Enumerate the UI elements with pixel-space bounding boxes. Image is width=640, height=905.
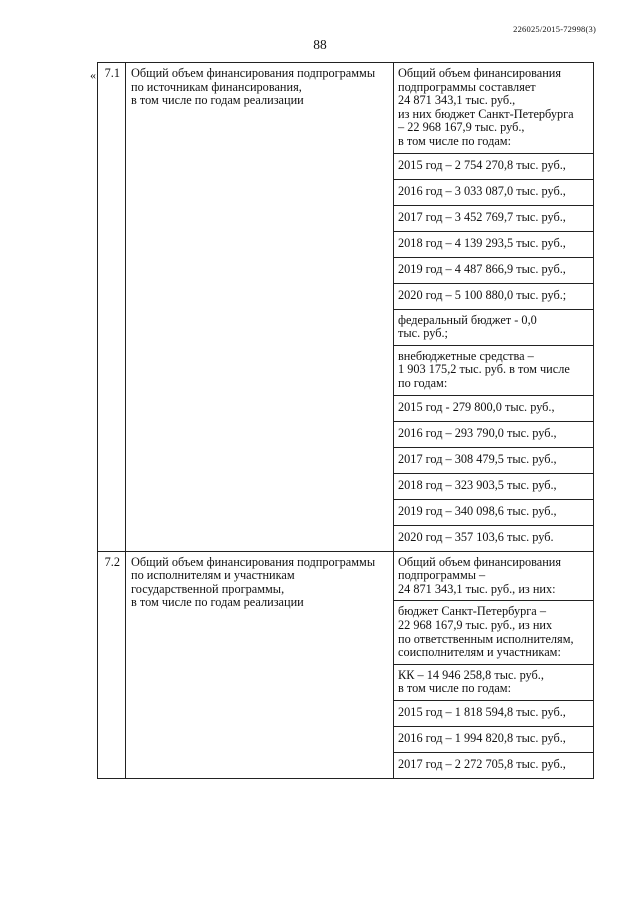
indicator-name-line: в том числе по годам реализации (131, 595, 304, 610)
value-line: 2020 год – 5 100 880,0 тыс. руб.; (398, 287, 567, 302)
value-line: 2016 год – 293 790,0 тыс. руб., (398, 425, 557, 440)
year-amount (394, 284, 593, 310)
row-number: 7.1 (98, 63, 126, 552)
year-amount (394, 206, 593, 232)
indicator-name-line: по исполнителям и участникам (131, 568, 295, 583)
value-line: в том числе по годам: (398, 681, 512, 696)
value-line: 2017 год – 308 479,5 тыс. руб., (398, 451, 557, 466)
value-paragraph (394, 310, 593, 346)
year-amount (394, 180, 593, 206)
row-number: 7.2 (98, 551, 126, 778)
document-id: 226025/2015-72998(3) (513, 24, 596, 34)
value-line: 2020 год – 357 103,6 тыс. руб. (398, 529, 554, 544)
indicator-name (126, 63, 394, 552)
value-paragraph (394, 552, 593, 602)
year-amount (394, 258, 593, 284)
value-line: 1 903 175,2 тыс. руб. в том числе (398, 362, 570, 377)
table-row (98, 63, 594, 552)
value-paragraph (394, 63, 593, 154)
indicator-name-line: Общий объем финансирования подпрограммы (131, 66, 376, 80)
value-line: Общий объем финансирования (398, 66, 562, 80)
value-line: по годам: (398, 375, 448, 390)
value-line: 2017 год – 3 452 769,7 тыс. руб., (398, 209, 566, 224)
year-amount (394, 500, 593, 526)
value-line: 2018 год – 323 903,5 тыс. руб., (398, 477, 557, 492)
indicator-name (126, 551, 394, 778)
indicator-name-line: в том числе по годам реализации (131, 93, 304, 108)
year-amount (394, 232, 593, 258)
value-line: соисполнителям и участникам: (398, 645, 561, 660)
indicator-name-line: Общий объем финансирования подпрограммы (131, 554, 376, 569)
value-paragraph (394, 601, 593, 664)
indicator-name-line: по источникам финансирования, (131, 79, 302, 94)
value-line: по ответственным исполнителям, (398, 631, 574, 646)
year-amount (394, 753, 593, 778)
value-line: 22 968 167,9 тыс. руб., из них (398, 617, 553, 632)
year-amount (394, 396, 593, 422)
year-amount (394, 727, 593, 753)
value-line: из них бюджет Санкт-Петербурга (398, 106, 574, 121)
year-amount (394, 422, 593, 448)
value-paragraph (394, 665, 593, 701)
value-line: подпрограммы составляет (398, 79, 536, 94)
value-line: подпрограммы – (398, 568, 486, 583)
value-line: 2019 год – 4 487 866,9 тыс. руб., (398, 261, 566, 276)
value-line: 2015 год – 1 818 594,8 тыс. руб., (398, 704, 566, 719)
value-line: 2016 год – 3 033 087,0 тыс. руб., (398, 183, 566, 198)
value-line: Общий объем финансирования (398, 554, 562, 569)
value-line: 2017 год – 2 272 705,8 тыс. руб., (398, 756, 566, 771)
year-amount (394, 474, 593, 500)
value-line: 2018 год – 4 139 293,5 тыс. руб., (398, 235, 566, 250)
indicator-value (394, 63, 594, 552)
opening-quote-mark: « (90, 68, 96, 82)
page-number: 88 (313, 37, 327, 52)
table-row (98, 551, 594, 778)
year-amount (394, 154, 593, 180)
value-line: 2015 год – 2 754 270,8 тыс. руб., (398, 157, 566, 172)
indicator-value (394, 551, 594, 778)
year-amount (394, 526, 593, 551)
value-line: внебюджетные средства – (398, 348, 534, 363)
value-line: 2019 год – 340 098,6 тыс. руб., (398, 503, 557, 518)
financing-table (97, 62, 594, 779)
value-line: – 22 968 167,9 тыс. руб., (398, 120, 525, 135)
year-amount (394, 701, 593, 727)
value-line: федеральный бюджет - 0,0 (398, 312, 537, 327)
value-line: бюджет Санкт-Петербурга – (398, 604, 546, 619)
value-line: 2015 год - 279 800,0 тыс. руб., (398, 399, 555, 414)
value-line: тыс. руб.; (398, 326, 448, 341)
value-line: в том числе по годам: (398, 133, 512, 148)
value-line: КК – 14 946 258,8 тыс. руб., (398, 667, 544, 682)
value-line: 2016 год – 1 994 820,8 тыс. руб., (398, 730, 566, 745)
value-line: 24 871 343,1 тыс. руб., из них: (398, 581, 556, 596)
value-line: 24 871 343,1 тыс. руб., (398, 93, 516, 108)
year-amount (394, 448, 593, 474)
value-paragraph (394, 346, 593, 396)
indicator-name-line: государственной программы, (131, 581, 285, 596)
